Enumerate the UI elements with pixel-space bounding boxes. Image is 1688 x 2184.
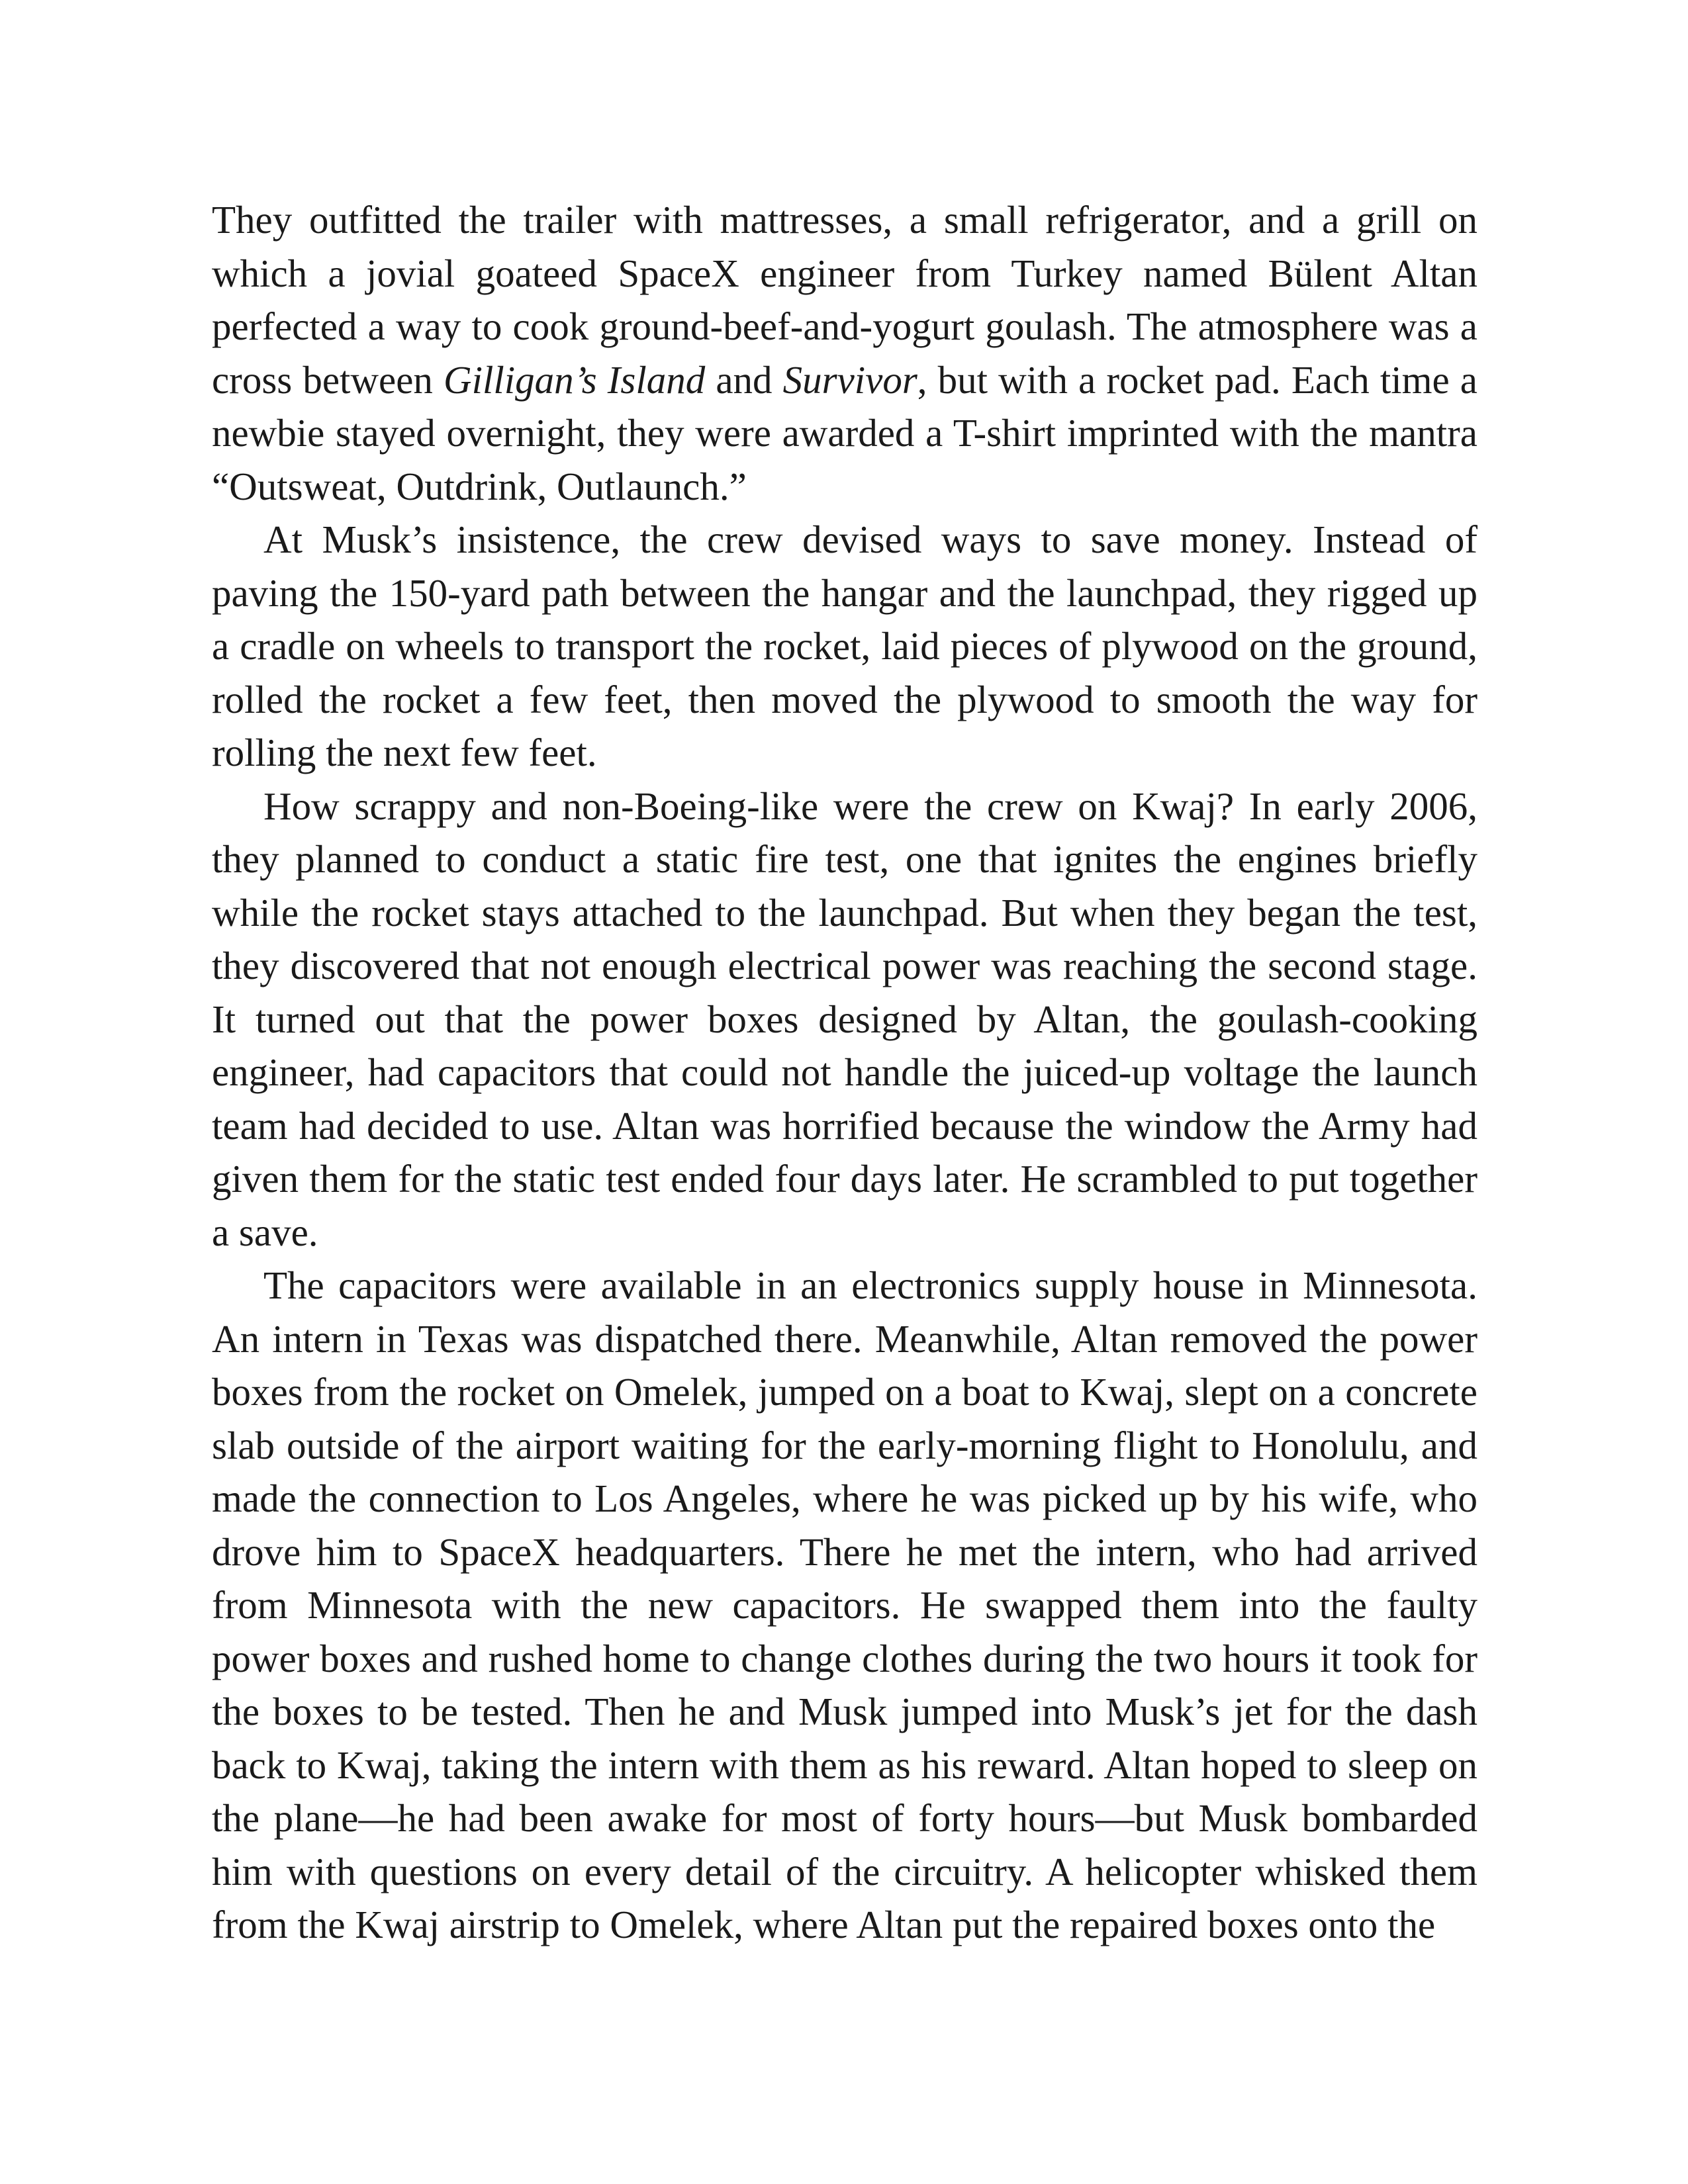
paragraph-static-fire-test [212, 780, 1477, 1259]
book-title-gilligans-island: Gilligan’s Island [443, 357, 706, 402]
paragraph-text: and [705, 357, 783, 402]
paragraph-text: They outfitted the trailer with mattresses, a small refrigerator, and a grill on which a jovial goateed SpaceX engineer from Turkey named Bülent Altan perfected a way to cook ground-beef-and-yogurt goulash. The atmosphere was a cross between [212, 198, 1477, 402]
paragraph-text: The capacitors were available in an electronics supply house in Minnesota. An intern in Texas was dispatched there. Meanwhile, Altan removed the power boxes from the rocket on Omelek, jumped on a boat to Kwaj, slept on a concrete slab outside of the airport waiting for the early-morning flight to Honolulu, and made the connection to Los Angeles, where he was picked up by his wife, who drove him to SpaceX headquarters. There he met the intern, who had arrived from Minnesota with the new capacitors. He swapped them into the faulty power boxes and rushed home to change clothes during the two hours it took for the boxes to be tested. Then he and Musk jumped into Musk’s jet for the dash back to Kwaj, taking the intern with them as his reward. Altan hoped to sleep on the plane—he had been awake for most of forty hours—but Musk bombarded him with questions on every detail of the circuitry. A helicopter whisked them from the Kwaj airstrip to Omelek, where Altan put the repaired boxes onto the [212, 1263, 1477, 1946]
paragraph-save-money [212, 513, 1477, 780]
paragraph-outfitted-trailer [212, 193, 1477, 513]
paragraph-text: At Musk’s insistence, the crew devised ways to save money. Instead of paving the 150-yard path between the hangar and the launchpad, they rigged up a cradle on wheels to transport the rocket, laid pieces of plywood on the ground, rolled the rocket a few feet, then moved the plywood to smooth the way for rolling the next few feet. [212, 518, 1477, 774]
paragraph-text: How scrappy and non-Boeing-like were the crew on Kwaj? In early 2006, they planned to conduct a static fire test, one that ignites the engines briefly while the rocket stays attached to the launchpad. But when they began the test, they discovered that not enough electrical power was reaching the second stage. It turned out that the power boxes designed by Altan, the goulash-cooking engineer, had capacitors that could not handle the juiced-up voltage the launch team had decided to use. Altan was horrified because the window the Army had given them for the static test ended four days later. He scrambled to put together a save. [212, 784, 1477, 1254]
paragraph-capacitors [212, 1259, 1477, 1952]
page-body [212, 193, 1477, 1952]
book-title-survivor: Survivor [782, 357, 917, 402]
paragraph-text: , but with a rocket pad. Each time a newbie stayed overnight, they were awarded a T-shirt imprinted with the mantra “Outsweat, Outdrink, Outlaunch.” [212, 357, 1477, 508]
